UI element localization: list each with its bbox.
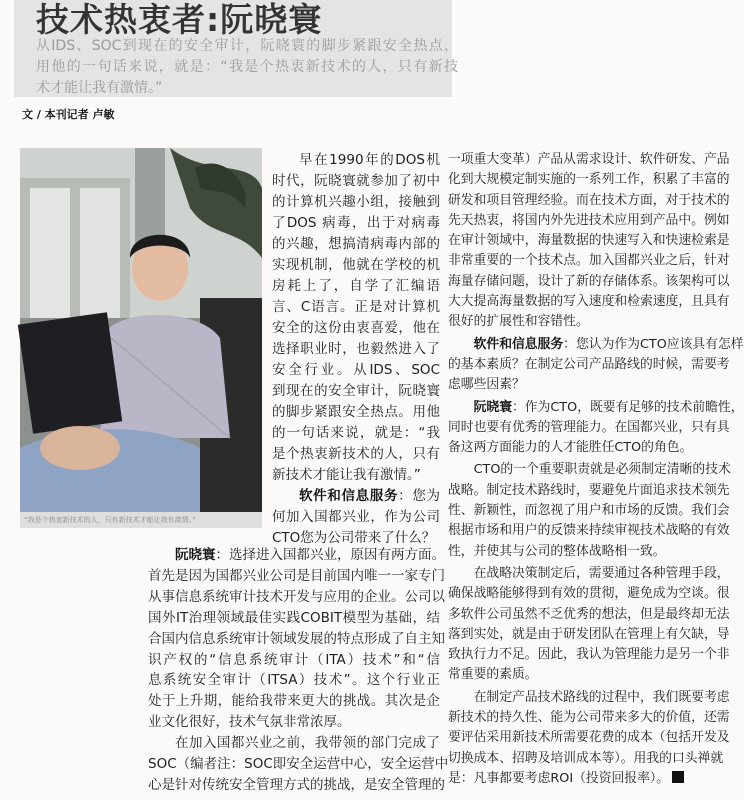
line-text: 从事信息系统审计技术开发与应用的企业。公司以 xyxy=(148,588,445,605)
line-text: 很好的扩展性和容错性。 xyxy=(448,314,589,330)
text-line xyxy=(272,360,440,381)
line-text: 的脚步紧跟安全热点。用他 xyxy=(272,404,440,420)
text-line xyxy=(448,584,730,604)
text-line xyxy=(272,171,440,192)
text-line xyxy=(148,650,440,671)
text-line xyxy=(148,754,449,775)
line-text: 息系统安全审计（ITSA）技术”。这个行业正 xyxy=(148,672,440,689)
paragraph xyxy=(272,150,440,486)
line-text: 识产权的“信息系统审计（ITA）技术”和“信 xyxy=(148,651,440,668)
paragraph xyxy=(148,545,445,733)
text-line xyxy=(148,608,440,629)
line-text: 国外IT治理领域最佳实践COBIT模型为基础，结 xyxy=(148,609,440,626)
text-line xyxy=(272,192,440,213)
article-header xyxy=(14,0,458,97)
text-line xyxy=(448,688,730,708)
line-text: 海量存储问题，设计了新的存储体系。该架构可以 xyxy=(448,273,730,289)
photo-caption: “我是个热衷新技术的人，只有新技术才能让我有激情。” xyxy=(20,512,262,528)
text-line xyxy=(448,645,730,665)
article-subtitle xyxy=(36,36,458,99)
portrait-illustration xyxy=(20,148,262,512)
text-line xyxy=(148,691,440,712)
line-text: 常重要的素质。 xyxy=(448,667,538,683)
text-line xyxy=(272,213,440,234)
text-line xyxy=(448,191,730,211)
line-text: 言、C语言。正是对计算机 xyxy=(272,299,440,315)
paragraph xyxy=(148,733,449,796)
text-line xyxy=(272,318,440,339)
text-line xyxy=(448,625,730,645)
text-line xyxy=(448,272,730,292)
line-text: 落到实处，就是由于研发团队在管理上有欠缺，导 xyxy=(448,626,730,642)
line-text: 实现机制，他就在学校的机 xyxy=(272,257,440,273)
text-line xyxy=(448,521,730,541)
line-text: 切换成本、招聘及培训成本等）。用我的口头禅就 xyxy=(448,750,724,766)
line-text: 虑哪些因素？ xyxy=(448,377,525,393)
speaker-label: 软件和信息服务 xyxy=(473,336,564,352)
line-text: 非常重要的一个技术点。加入国都兴业之后，针对 xyxy=(448,253,730,269)
line-text: ：作为CTO，既要有足够的技术前瞻性， xyxy=(511,399,744,415)
line-text: 安全行业。从IDS、SOC xyxy=(272,362,440,378)
line-text: ：选择进入国都兴业，原因有两方面。 xyxy=(215,547,445,563)
line-text: 战略。制定技术路线时，要避免片面追求技术领先 xyxy=(448,482,730,498)
line-text: 一项重大变革）产品从需求设计、软件研发、产品 xyxy=(448,152,730,167)
text-line xyxy=(448,418,730,438)
text-line xyxy=(448,708,730,728)
text-line xyxy=(272,276,440,297)
line-text: 的基本素质？在制定公司产品路线的时候，需要考 xyxy=(448,356,730,372)
byline: 文 / 本刊记者 卢敏 xyxy=(22,108,115,121)
line-text: 时代，阮晓寰就参加了初中 xyxy=(272,173,440,189)
line-text: 性，并使其与公司的整体战略相一致。 xyxy=(448,543,666,559)
article-column-right xyxy=(448,150,744,791)
line-text: 是：凡事都要考虑ROI（投资回报率）。 xyxy=(448,770,670,786)
text-line xyxy=(448,292,730,312)
text-line xyxy=(448,312,722,332)
article-column-beside-photo xyxy=(272,150,440,549)
text-line xyxy=(148,712,440,733)
line-text: 要评估采用新技术所需要花费的成本（包括开发及 xyxy=(448,730,730,746)
text-line xyxy=(272,381,440,402)
line-text: CTO的一个重要职责就是必须制定清晰的技术 xyxy=(473,462,731,478)
text-line xyxy=(272,486,440,507)
line-text: 心是针对传统安全管理方式的挑战，是安全管理的 xyxy=(148,776,445,793)
speaker-label: 软件和信息服务 xyxy=(299,488,399,504)
subtitle-line: 从IDS、SOC到现在的安全审计，阮晓寰的脚步紧跟安全热点， xyxy=(36,38,458,54)
paragraph xyxy=(448,150,730,333)
line-text: 在加入国都兴业之前，我带领的部门完成了 xyxy=(175,735,440,752)
text-line xyxy=(272,297,440,318)
line-text: 安全的这份由衷喜爱，他在 xyxy=(272,320,440,336)
text-line xyxy=(272,465,440,486)
text-line xyxy=(448,398,744,418)
line-text: 化到大规模定制实施的一系列工作，积累了丰富的 xyxy=(448,172,730,188)
line-text: 多软件公司虽然不乏优秀的想法，但是最终却无法 xyxy=(448,606,730,622)
paragraph xyxy=(448,564,730,686)
text-line xyxy=(448,542,722,562)
text-line xyxy=(148,545,445,566)
text-line xyxy=(448,170,730,190)
text-line xyxy=(448,605,730,625)
text-line xyxy=(448,665,722,685)
text-line xyxy=(448,501,730,521)
text-line xyxy=(148,670,440,691)
text-line xyxy=(148,775,445,796)
subtitle-line: 术才能让我有激情。” xyxy=(36,80,163,96)
text-line xyxy=(448,481,730,501)
text-line xyxy=(272,255,440,276)
paragraph xyxy=(448,688,730,789)
line-text: 确保战略能够得到有效的贯彻，避免成为空谈。很 xyxy=(448,586,730,602)
line-text: 在审计领域中，海量数据的快速写入和快速检索是 xyxy=(448,233,730,249)
line-text: 早在1990年的DOS机 xyxy=(299,152,440,168)
text-line xyxy=(148,629,445,650)
line-text: SOC（编者注：SOC即安全运营中心，安全运营中 xyxy=(148,756,449,773)
line-text: 首先是因为国都兴业公司是目前国内唯一一家专门 xyxy=(148,567,445,584)
line-text: CTO您为公司带来了什么？ xyxy=(272,530,436,546)
text-line xyxy=(148,587,445,608)
text-line xyxy=(448,769,722,789)
article-title: 技术热衷者:阮晓寰 xyxy=(36,0,323,39)
paragraph xyxy=(448,460,731,561)
text-line xyxy=(448,564,730,584)
text-line xyxy=(448,231,730,251)
line-text: 的计算机兴趣小组，接触到 xyxy=(272,194,440,210)
text-line xyxy=(448,749,722,769)
paragraph xyxy=(448,335,744,396)
text-line xyxy=(448,460,731,480)
text-line xyxy=(448,211,730,231)
line-text: 在战略决策制定后，需要通过各种管理手段， xyxy=(473,565,730,581)
line-text: 的兴趣，想搞清病毒内部的 xyxy=(272,236,440,252)
line-text: ：您认为作为CTO应该具有怎样 xyxy=(563,336,744,352)
text-line xyxy=(272,423,440,444)
paragraph xyxy=(272,486,440,549)
text-line xyxy=(448,438,722,458)
text-line xyxy=(448,251,730,271)
text-line xyxy=(448,728,730,748)
text-line xyxy=(272,444,440,465)
text-line xyxy=(272,402,440,423)
line-text: 性、新颖性，而忽视了用户和市场的反馈。我们会 xyxy=(448,503,730,519)
speaker-label: 阮晓寰 xyxy=(473,399,512,415)
line-text: 先天热衷，将国内外先进技术应用到产品中。例如 xyxy=(448,212,730,228)
line-text: 到现在的安全审计，阮晓寰 xyxy=(272,383,440,399)
line-text: 了DOS 病毒，出于对病毒 xyxy=(272,215,440,231)
line-text: 研发和项目管理经验。而在技术方面，对于技术的 xyxy=(448,192,730,208)
line-text: 房耗上了，自学了汇编语 xyxy=(272,278,440,294)
text-line xyxy=(448,335,744,355)
text-line xyxy=(148,733,440,754)
text-line xyxy=(272,339,440,360)
line-text: ：您为 xyxy=(398,488,441,504)
subtitle-line: 用他的一句话来说，就是：“我是个热衷新技术的人，只有新技 xyxy=(36,59,458,75)
line-text: 选择职业时，也毅然进入了 xyxy=(272,341,440,357)
text-line xyxy=(448,375,722,395)
line-text: 备这两方面能力的人才能胜任CTO的角色。 xyxy=(448,440,693,456)
line-text: 合国内信息系统审计领域发展的特点形成了自主知 xyxy=(148,630,445,647)
text-line xyxy=(272,150,440,171)
line-text: 新技术的持久性、能为公司带来多大的价值，还需 xyxy=(448,710,730,726)
line-text: 处于上升期，能给我带来更大的挑战。其次是企 xyxy=(148,693,440,710)
line-text: 新技术才能让我有激情。” xyxy=(272,467,421,483)
text-line xyxy=(272,507,440,528)
speaker-label: 阮晓寰 xyxy=(175,547,216,563)
line-text: 根据市场和用户的反馈来持续审视技术战略的有效 xyxy=(448,523,730,539)
text-line xyxy=(272,234,440,255)
line-text: 同时也要有优秀的管理能力。在国都兴业，只有具 xyxy=(448,419,730,435)
line-text: 在制定产品技术路线的过程中，我们既要考虑 xyxy=(473,689,730,705)
text-line xyxy=(448,150,730,170)
line-text: 的一句话来说，就是：“我 xyxy=(272,425,440,441)
text-line xyxy=(148,566,445,587)
line-text: 何加入国都兴业，作为公司 xyxy=(272,509,440,525)
end-of-article-icon xyxy=(672,771,684,783)
line-text: 大大提高海量数据的写入速度和检索速度，且具有 xyxy=(448,294,730,310)
text-line xyxy=(448,355,730,375)
article-column-left-bottom xyxy=(148,545,449,796)
line-text: 业文化很好，技术气氛非常浓厚。 xyxy=(148,714,351,731)
line-text: 致执行力不足。因此，我认为管理能力是另一个非 xyxy=(448,647,730,663)
line-text: 是个热衷新技术的人，只有 xyxy=(272,446,440,462)
portrait-photo xyxy=(20,148,262,512)
paragraph xyxy=(448,398,744,459)
